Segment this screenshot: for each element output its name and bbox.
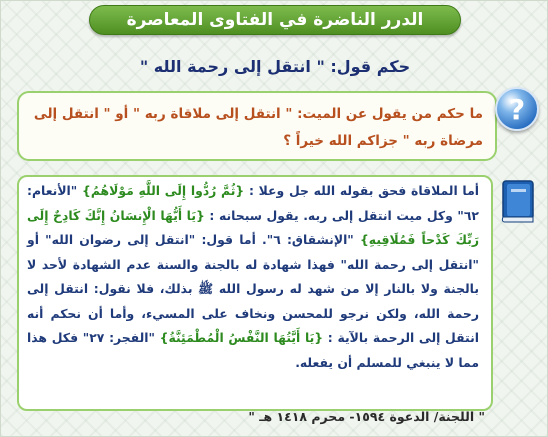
question-box (17, 91, 497, 161)
banner-title: الدرر الناضرة في الفتاوى المعاصرة (89, 5, 461, 35)
answer-text (27, 179, 479, 375)
answer-segment-3: "الإنشقاق: ٦". أما قول: "انتقل إلى رضوان الله" أو "انتقل إلى رحمة الله" فهذا شهادة له بالجنة والسنة عدم الشهادة لأحد لا بالجنة ولا بالنار إلا من شهد له رسول الله ﷺ بذلك، فلا نقول: انتقل إلى رحمة الله، ولكن نرجو للمحسن ونخاف على المسيء، وأما أن نحكم أنه انتقل إلى الرحمة بالآية : (27, 232, 479, 345)
verse-1: {ثُمَّ رُدُّوا إِلَى اللَّهِ مَوْلَاهُمُ} (82, 183, 245, 198)
answer-segment-2: "الأنعام: ٦٢" وكل ميت انتقل إلى ربه. يقول سبحانه : (27, 183, 479, 223)
question-icon: ? (495, 87, 539, 131)
answer-segment-4: "الفجر: ٢٧" فكل هذا مما لا ينبغي للمسلم أن يفعله. (27, 330, 479, 370)
book-icon (495, 177, 541, 225)
question-text: ما حكم من يقول عن الميت: " انتقل إلى ملاقاة ربه " أو " انتقل إلى مرضاة ربه " جزاكم الله خيراً ؟ (33, 106, 483, 149)
source-citation: " اللجنة/ الدعوة ١٥٩٤- محرم ١٤١٨ هـ " (248, 409, 485, 424)
answer-segment-1: أما الملاقاة فحق بقوله الله جل وعلا : (244, 183, 480, 198)
ruling-title: حكم قول: " انتقل إلى رحمة الله " (139, 57, 411, 76)
verse-3: {يَا أَيَّتُهَا النَّفْسُ الْمُطْمَئِنَّةُ} (159, 330, 324, 345)
verse-2: {يَا أَيُّهَا الْإِنسَانُ إِنَّكَ كَادِحٌ إِلَى رَبِّكَ كَدْحاً فَمُلَاقِيهِ} (27, 207, 480, 247)
